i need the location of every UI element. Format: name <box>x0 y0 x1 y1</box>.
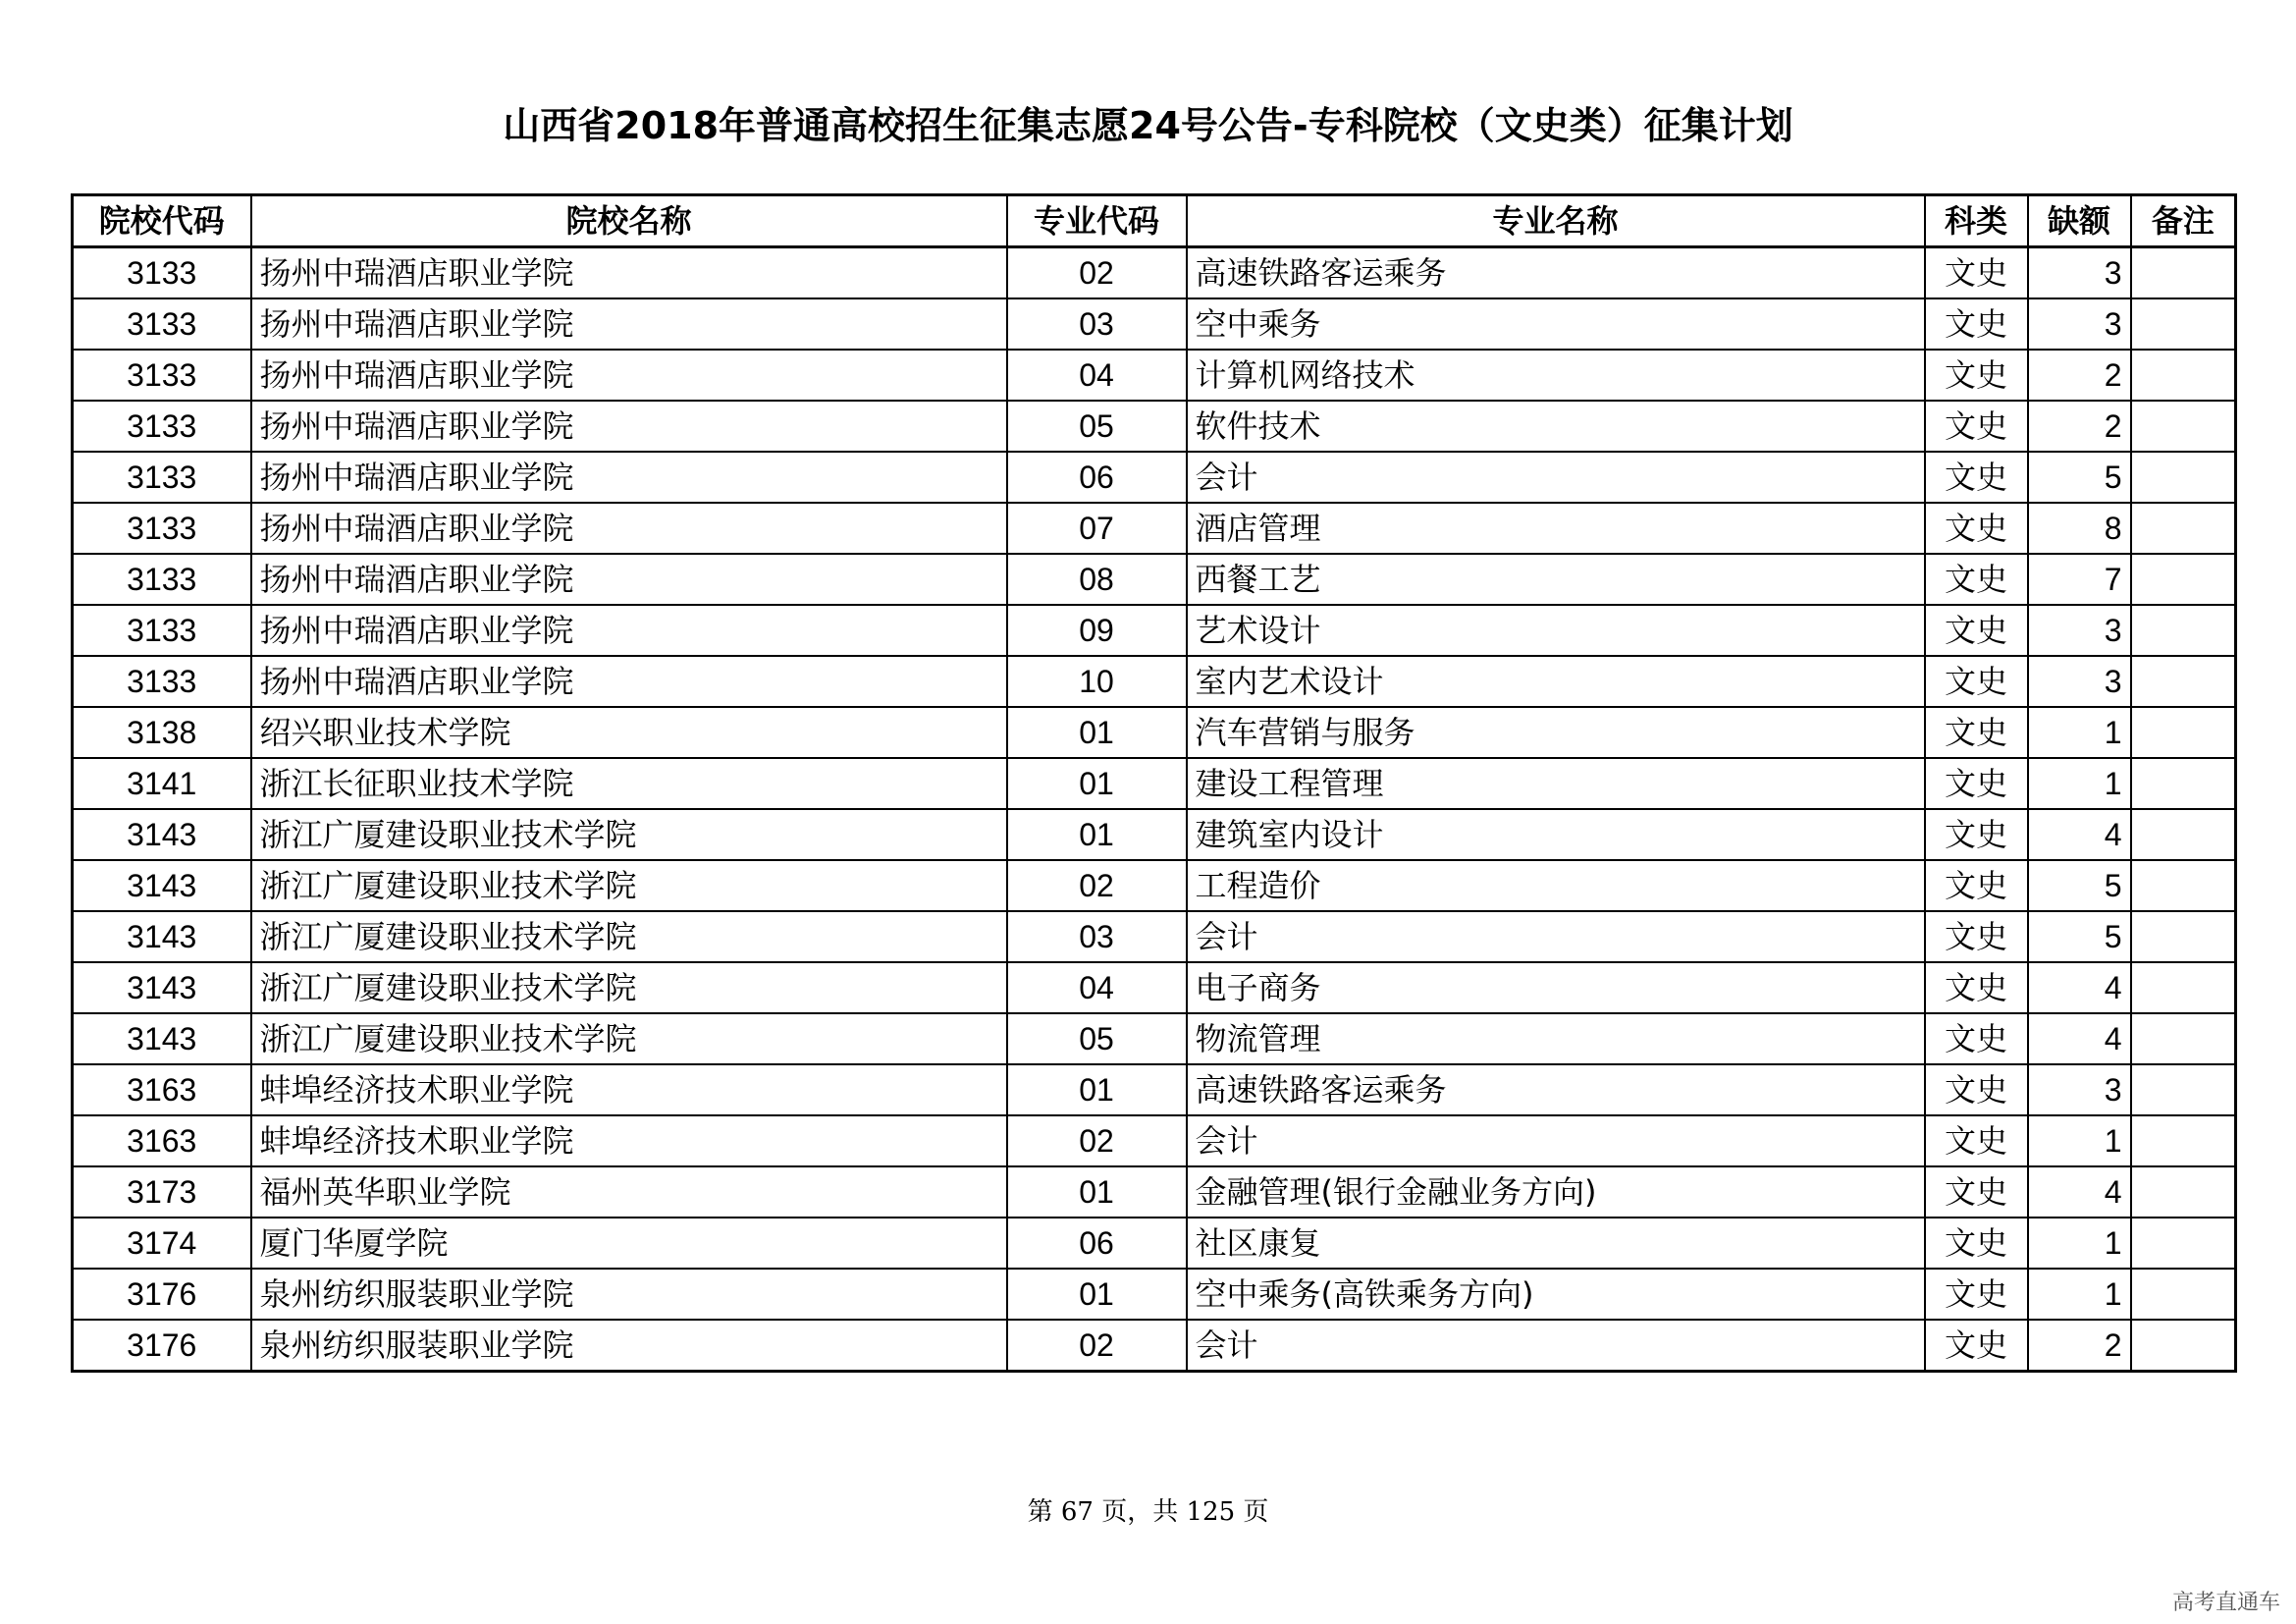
table-row <box>73 962 2236 1013</box>
cell-school-code: 3133 <box>73 247 251 299</box>
cell-subject: 文史 <box>1925 401 2028 452</box>
cell-school-code: 3138 <box>73 707 251 758</box>
table-row <box>73 758 2236 809</box>
cell-major-name: 酒店管理 <box>1187 503 1925 554</box>
cell-remarks <box>2131 298 2236 350</box>
table-row <box>73 860 2236 911</box>
cell-major-code: 02 <box>1007 860 1187 911</box>
cell-school-code: 3143 <box>73 1013 251 1064</box>
cell-quota: 2 <box>2028 401 2131 452</box>
cell-school-code: 3174 <box>73 1218 251 1269</box>
cell-quota: 3 <box>2028 656 2131 707</box>
cell-remarks <box>2131 809 2236 860</box>
cell-quota: 4 <box>2028 1013 2131 1064</box>
cell-quota: 5 <box>2028 911 2131 962</box>
cell-major-name: 社区康复 <box>1187 1218 1925 1269</box>
cell-quota: 1 <box>2028 758 2131 809</box>
cell-school-code: 3133 <box>73 401 251 452</box>
page-number-footer: 第 67 页，共 125 页 <box>1027 1497 1269 1527</box>
cell-school-name: 扬州中瑞酒店职业学院 <box>251 247 1007 299</box>
cell-school-name: 泉州纺织服装职业学院 <box>251 1320 1007 1372</box>
cell-school-code: 3143 <box>73 962 251 1013</box>
cell-school-code: 3143 <box>73 860 251 911</box>
table-body <box>73 247 2236 1372</box>
cell-remarks <box>2131 860 2236 911</box>
cell-major-code: 01 <box>1007 1269 1187 1320</box>
cell-subject: 文史 <box>1925 962 2028 1013</box>
table-row <box>73 605 2236 656</box>
cell-major-code: 08 <box>1007 554 1187 605</box>
cell-quota: 1 <box>2028 1218 2131 1269</box>
table-row <box>73 298 2236 350</box>
cell-subject: 文史 <box>1925 1218 2028 1269</box>
cell-school-name: 扬州中瑞酒店职业学院 <box>251 350 1007 401</box>
header-major-code: 专业代码 <box>1007 195 1187 247</box>
cell-school-code: 3163 <box>73 1064 251 1115</box>
header-quota: 缺额 <box>2028 195 2131 247</box>
cell-major-code: 02 <box>1007 247 1187 299</box>
cell-quota: 2 <box>2028 1320 2131 1372</box>
cell-quota: 7 <box>2028 554 2131 605</box>
cell-major-name: 电子商务 <box>1187 962 1925 1013</box>
cell-school-name: 绍兴职业技术学院 <box>251 707 1007 758</box>
cell-major-code: 03 <box>1007 298 1187 350</box>
cell-major-code: 01 <box>1007 809 1187 860</box>
cell-school-name: 扬州中瑞酒店职业学院 <box>251 503 1007 554</box>
cell-major-name: 高速铁路客运乘务 <box>1187 1064 1925 1115</box>
cell-major-name: 建筑室内设计 <box>1187 809 1925 860</box>
cell-remarks <box>2131 554 2236 605</box>
cell-subject: 文史 <box>1925 247 2028 299</box>
header-school-code: 院校代码 <box>73 195 251 247</box>
cell-school-code: 3133 <box>73 452 251 503</box>
cell-subject: 文史 <box>1925 860 2028 911</box>
cell-major-code: 06 <box>1007 452 1187 503</box>
cell-major-code: 02 <box>1007 1320 1187 1372</box>
cell-subject: 文史 <box>1925 1166 2028 1218</box>
cell-major-name: 计算机网络技术 <box>1187 350 1925 401</box>
cell-quota: 3 <box>2028 1064 2131 1115</box>
cell-major-name: 汽车营销与服务 <box>1187 707 1925 758</box>
cell-school-code: 3133 <box>73 350 251 401</box>
cell-quota: 1 <box>2028 1269 2131 1320</box>
cell-quota: 4 <box>2028 1166 2131 1218</box>
cell-major-code: 01 <box>1007 707 1187 758</box>
cell-quota: 1 <box>2028 1115 2131 1166</box>
cell-remarks <box>2131 758 2236 809</box>
cell-school-code: 3143 <box>73 911 251 962</box>
table-row <box>73 247 2236 299</box>
cell-major-code: 05 <box>1007 401 1187 452</box>
table-row <box>73 350 2236 401</box>
cell-subject: 文史 <box>1925 758 2028 809</box>
cell-school-name: 扬州中瑞酒店职业学院 <box>251 554 1007 605</box>
table-row <box>73 401 2236 452</box>
cell-remarks <box>2131 1013 2236 1064</box>
cell-school-name: 浙江广厦建设职业技术学院 <box>251 809 1007 860</box>
cell-school-name: 浙江广厦建设职业技术学院 <box>251 911 1007 962</box>
cell-quota: 1 <box>2028 707 2131 758</box>
cell-major-name: 空中乘务 <box>1187 298 1925 350</box>
cell-school-name: 浙江广厦建设职业技术学院 <box>251 860 1007 911</box>
table-row <box>73 1320 2236 1372</box>
cell-major-code: 10 <box>1007 656 1187 707</box>
cell-school-name: 蚌埠经济技术职业学院 <box>251 1064 1007 1115</box>
cell-major-code: 07 <box>1007 503 1187 554</box>
cell-school-code: 3176 <box>73 1269 251 1320</box>
cell-school-code: 3133 <box>73 503 251 554</box>
cell-school-code: 3133 <box>73 656 251 707</box>
cell-major-name: 金融管理(银行金融业务方向) <box>1187 1166 1925 1218</box>
cell-subject: 文史 <box>1925 1269 2028 1320</box>
cell-school-name: 扬州中瑞酒店职业学院 <box>251 452 1007 503</box>
table-row <box>73 911 2236 962</box>
cell-major-name: 会计 <box>1187 1320 1925 1372</box>
cell-remarks <box>2131 962 2236 1013</box>
cell-remarks <box>2131 503 2236 554</box>
cell-quota: 3 <box>2028 605 2131 656</box>
cell-remarks <box>2131 1166 2236 1218</box>
cell-school-code: 3163 <box>73 1115 251 1166</box>
cell-remarks <box>2131 1320 2236 1372</box>
cell-subject: 文史 <box>1925 452 2028 503</box>
cell-remarks <box>2131 605 2236 656</box>
cell-quota: 4 <box>2028 809 2131 860</box>
page-title: 山西省2018年普通高校招生征集志愿24号公告-专科院校（文史类）征集计划 <box>503 104 1793 147</box>
cell-school-code: 3141 <box>73 758 251 809</box>
cell-school-code: 3173 <box>73 1166 251 1218</box>
cell-subject: 文史 <box>1925 503 2028 554</box>
table-row <box>73 1013 2236 1064</box>
cell-subject: 文史 <box>1925 809 2028 860</box>
cell-quota: 3 <box>2028 247 2131 299</box>
cell-major-name: 物流管理 <box>1187 1013 1925 1064</box>
cell-major-code: 01 <box>1007 1166 1187 1218</box>
cell-major-code: 06 <box>1007 1218 1187 1269</box>
cell-school-name: 扬州中瑞酒店职业学院 <box>251 605 1007 656</box>
cell-major-name: 工程造价 <box>1187 860 1925 911</box>
cell-subject: 文史 <box>1925 350 2028 401</box>
table-row <box>73 1218 2236 1269</box>
cell-major-code: 04 <box>1007 962 1187 1013</box>
cell-remarks <box>2131 1115 2236 1166</box>
header-major-name: 专业名称 <box>1187 195 1925 247</box>
cell-major-name: 建设工程管理 <box>1187 758 1925 809</box>
cell-major-name: 会计 <box>1187 1115 1925 1166</box>
cell-quota: 3 <box>2028 298 2131 350</box>
cell-subject: 文史 <box>1925 554 2028 605</box>
enrollment-plan-table <box>71 193 2237 1373</box>
cell-remarks <box>2131 452 2236 503</box>
cell-remarks <box>2131 1218 2236 1269</box>
header-remarks: 备注 <box>2131 195 2236 247</box>
cell-major-code: 01 <box>1007 1064 1187 1115</box>
cell-school-name: 浙江长征职业技术学院 <box>251 758 1007 809</box>
cell-school-name: 福州英华职业学院 <box>251 1166 1007 1218</box>
cell-major-code: 03 <box>1007 911 1187 962</box>
table-header-row <box>73 195 2236 247</box>
cell-school-code: 3143 <box>73 809 251 860</box>
cell-subject: 文史 <box>1925 1115 2028 1166</box>
cell-quota: 8 <box>2028 503 2131 554</box>
cell-school-name: 泉州纺织服装职业学院 <box>251 1269 1007 1320</box>
cell-major-name: 空中乘务(高铁乘务方向) <box>1187 1269 1925 1320</box>
table-row <box>73 1064 2236 1115</box>
table-row <box>73 809 2236 860</box>
table-row <box>73 554 2236 605</box>
cell-major-name: 高速铁路客运乘务 <box>1187 247 1925 299</box>
cell-major-code: 09 <box>1007 605 1187 656</box>
table-row <box>73 1269 2236 1320</box>
table-row <box>73 503 2236 554</box>
cell-school-name: 扬州中瑞酒店职业学院 <box>251 401 1007 452</box>
cell-major-code: 04 <box>1007 350 1187 401</box>
cell-subject: 文史 <box>1925 298 2028 350</box>
cell-remarks <box>2131 1269 2236 1320</box>
cell-subject: 文史 <box>1925 911 2028 962</box>
cell-remarks <box>2131 911 2236 962</box>
cell-school-name: 浙江广厦建设职业技术学院 <box>251 1013 1007 1064</box>
cell-quota: 5 <box>2028 452 2131 503</box>
table-row <box>73 1166 2236 1218</box>
cell-school-code: 3176 <box>73 1320 251 1372</box>
cell-major-name: 艺术设计 <box>1187 605 1925 656</box>
watermark-text: 高考直通车 <box>2171 1591 2280 1615</box>
cell-remarks <box>2131 401 2236 452</box>
cell-quota: 2 <box>2028 350 2131 401</box>
cell-school-name: 扬州中瑞酒店职业学院 <box>251 298 1007 350</box>
cell-school-name: 扬州中瑞酒店职业学院 <box>251 656 1007 707</box>
cell-subject: 文史 <box>1925 656 2028 707</box>
cell-quota: 4 <box>2028 962 2131 1013</box>
cell-major-name: 会计 <box>1187 452 1925 503</box>
cell-school-code: 3133 <box>73 605 251 656</box>
cell-subject: 文史 <box>1925 1320 2028 1372</box>
header-school-name: 院校名称 <box>251 195 1007 247</box>
cell-major-name: 软件技术 <box>1187 401 1925 452</box>
cell-subject: 文史 <box>1925 1064 2028 1115</box>
cell-remarks <box>2131 350 2236 401</box>
cell-major-name: 会计 <box>1187 911 1925 962</box>
cell-school-name: 厦门华厦学院 <box>251 1218 1007 1269</box>
table-row <box>73 707 2236 758</box>
cell-major-code: 05 <box>1007 1013 1187 1064</box>
cell-quota: 5 <box>2028 860 2131 911</box>
table-row <box>73 452 2236 503</box>
cell-subject: 文史 <box>1925 605 2028 656</box>
cell-school-name: 浙江广厦建设职业技术学院 <box>251 962 1007 1013</box>
cell-remarks <box>2131 247 2236 299</box>
cell-school-name: 蚌埠经济技术职业学院 <box>251 1115 1007 1166</box>
header-subject: 科类 <box>1925 195 2028 247</box>
table-row <box>73 1115 2236 1166</box>
cell-school-code: 3133 <box>73 554 251 605</box>
cell-school-code: 3133 <box>73 298 251 350</box>
cell-major-code: 01 <box>1007 758 1187 809</box>
cell-remarks <box>2131 1064 2236 1115</box>
table-row <box>73 656 2236 707</box>
cell-major-name: 西餐工艺 <box>1187 554 1925 605</box>
cell-remarks <box>2131 707 2236 758</box>
cell-subject: 文史 <box>1925 707 2028 758</box>
cell-major-name: 室内艺术设计 <box>1187 656 1925 707</box>
cell-subject: 文史 <box>1925 1013 2028 1064</box>
cell-remarks <box>2131 656 2236 707</box>
cell-major-code: 02 <box>1007 1115 1187 1166</box>
